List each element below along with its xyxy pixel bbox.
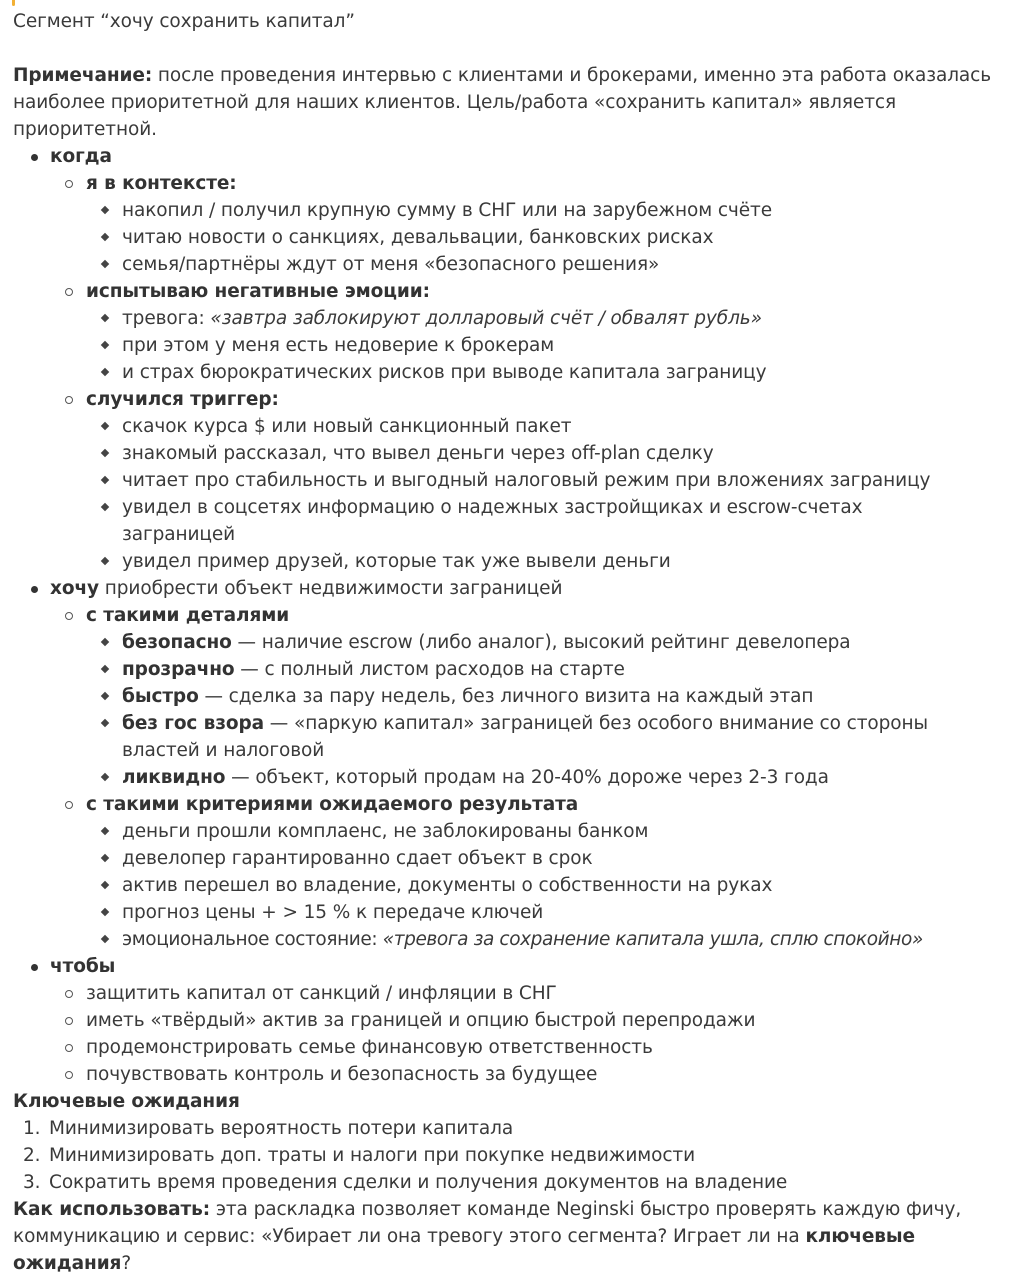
- list-item: [86, 197, 1023, 224]
- list-item: [86, 899, 1023, 926]
- details-label: с такими деталями: [86, 605, 290, 626]
- bullet-circle-icon: [65, 1017, 73, 1025]
- list-item: [86, 872, 1023, 899]
- want-text: приобрести объект недвижимости заграницей: [99, 578, 563, 599]
- list-item-criteria: [50, 791, 1023, 953]
- item-text: актив перешел во владение, документы о собственности на руках: [122, 875, 773, 896]
- list-item-trigger: [50, 386, 1023, 575]
- accent-mark: [12, 0, 15, 6]
- item-term: ликвидно: [122, 767, 226, 788]
- context-label: я в контексте:: [86, 173, 237, 194]
- list-item: [86, 710, 1023, 764]
- list-item: [13, 1169, 1023, 1196]
- item-text: почувствовать контроль и безопасность за будущее: [86, 1064, 598, 1085]
- job-story-list: [13, 143, 1023, 1088]
- item-text: — объект, который продам на 20-40% дороже через 2-3 года: [225, 767, 829, 788]
- bullet-diamond-icon: [101, 665, 109, 673]
- list-item-want: [13, 575, 1023, 953]
- item-text: — с полный листом расходов на старте: [234, 659, 625, 680]
- want-sublist: [50, 602, 1023, 953]
- item-text: — сделка за пару недель, без личного визита на каждый этап: [198, 686, 814, 707]
- item-term: прозрачно: [122, 659, 235, 680]
- bullet-diamond-icon: [101, 773, 109, 781]
- how-to-use-bold-tail: ключевые ожидания: [13, 1226, 915, 1274]
- item-text: семья/партнёры ждут от меня «безопасного решения»: [122, 254, 660, 275]
- bullet-circle-icon: [65, 612, 73, 620]
- item-text: скачок курса $ или новый санкционный пакет: [122, 416, 572, 437]
- bullet-diamond-icon: [101, 314, 109, 322]
- item-text: увидел в соцсетях информацию о надежных застройщиках и escrow-счетах заграницей: [122, 497, 863, 545]
- item-text: читаю новости о санкциях, девальвации, банковских рисках: [122, 227, 714, 248]
- list-item: [86, 656, 1023, 683]
- list-item: [13, 1142, 1023, 1169]
- bullet-diamond-icon: [101, 341, 109, 349]
- item-text: и страх бюрократических рисков при выводе капитала заграницу: [122, 362, 767, 383]
- bullet-circle-icon: [65, 1071, 73, 1079]
- how-to-use-end: ?: [121, 1253, 132, 1274]
- trigger-label: случился триггер:: [86, 389, 279, 410]
- bullet-circle-icon: [65, 1044, 73, 1052]
- want-label: хочу: [50, 578, 100, 599]
- list-item-context: [50, 170, 1023, 278]
- list-item: [50, 1007, 1023, 1034]
- list-item: [50, 1061, 1023, 1088]
- list-item: [86, 548, 1023, 575]
- list-item-when: [13, 143, 1023, 575]
- bullet-diamond-icon: [101, 260, 109, 268]
- item-quote: «тревога за сохранение капитала ушла, сплю спокойно»: [382, 929, 923, 950]
- list-item-so-that: [13, 953, 1023, 1088]
- item-text: эмоциональное состояние:: [122, 929, 383, 950]
- bullet-diamond-icon: [101, 827, 109, 835]
- bullet-circle-icon: [65, 990, 73, 998]
- list-item: [86, 467, 1023, 494]
- so-that-label: чтобы: [50, 956, 116, 977]
- item-text: продемонстрировать семье финансовую ответственность: [86, 1037, 653, 1058]
- item-text: — наличие escrow (либо аналог), высокий рейтинг девелопера: [231, 632, 851, 653]
- bullet-diamond-icon: [101, 935, 109, 943]
- bullet-diamond-icon: [101, 233, 109, 241]
- item-quote: «завтра заблокируют долларовый счёт / обвалят рубль»: [210, 308, 762, 329]
- list-item: [86, 251, 1023, 278]
- item-text: прогноз цены + > 15 % к передаче ключей: [122, 902, 544, 923]
- list-item: [86, 440, 1023, 467]
- bullet-diamond-icon: [101, 719, 109, 727]
- item-number: 1.: [23, 1118, 41, 1139]
- item-text: Сократить время проведения сделки и получения документов на владение: [49, 1172, 788, 1193]
- note-text: после проведения интервью с клиентами и брокерами, именно эта работа оказалась наиболее приоритетной для наших клиентов. Цель/работа «сохранить капитал» является приоритетной.: [13, 65, 992, 140]
- list-item: [50, 980, 1023, 1007]
- list-item: [86, 845, 1023, 872]
- item-text: Минимизировать доп. траты и налоги при покупке недвижимости: [49, 1145, 696, 1166]
- bullet-circle-icon: [65, 288, 73, 296]
- item-number: 2.: [23, 1145, 41, 1166]
- list-item: [86, 413, 1023, 440]
- trigger-items: [86, 413, 1023, 575]
- bullet-diamond-icon: [101, 638, 109, 646]
- item-text: девелопер гарантированно сдает объект в срок: [122, 848, 593, 869]
- item-text: — «паркую капитал» заграницей без особого внимание со стороны властей и налоговой: [122, 713, 928, 761]
- bullet-diamond-icon: [101, 557, 109, 565]
- criteria-items: [86, 818, 1023, 953]
- list-item: [86, 818, 1023, 845]
- item-text: иметь «твёрдый» актив за границей и опцию быстрой перепродажи: [86, 1010, 756, 1031]
- list-item: [86, 764, 1023, 791]
- bullet-disc-icon: [31, 586, 38, 593]
- list-item: [86, 332, 1023, 359]
- bullet-diamond-icon: [101, 476, 109, 484]
- bullet-diamond-icon: [101, 206, 109, 214]
- document-title: Сегмент “хочу сохранить капитал”: [13, 11, 355, 32]
- list-item: [50, 1034, 1023, 1061]
- when-sublist: [50, 170, 1023, 575]
- item-text: знакомый рассказал, что вывел деньги через off-plan сделку: [122, 443, 714, 464]
- details-items: [86, 629, 1023, 791]
- item-text: деньги прошли комплаенс, не заблокированы банком: [122, 821, 649, 842]
- bullet-disc-icon: [31, 154, 38, 161]
- bullet-circle-icon: [65, 801, 73, 809]
- how-to-use-label: Как использовать:: [13, 1199, 211, 1220]
- item-term: без гос взора: [122, 713, 265, 734]
- how-to-use-paragraph: [13, 1196, 1023, 1277]
- bullet-diamond-icon: [101, 881, 109, 889]
- item-term: безопасно: [122, 632, 232, 653]
- bullet-diamond-icon: [101, 422, 109, 430]
- list-item: [86, 305, 1023, 332]
- note-label: Примечание:: [13, 65, 153, 86]
- list-item: [86, 926, 1023, 953]
- note-paragraph: [13, 62, 1023, 143]
- list-item: [86, 683, 1023, 710]
- key-expectations-list: [13, 1115, 1023, 1196]
- context-items: [86, 197, 1023, 278]
- item-text: при этом у меня есть недоверие к брокерам: [122, 335, 555, 356]
- emotions-items: [86, 305, 1023, 386]
- bullet-diamond-icon: [101, 908, 109, 916]
- item-text: увидел пример друзей, которые так уже вывели деньги: [122, 551, 671, 572]
- bullet-disc-icon: [31, 964, 38, 971]
- bullet-diamond-icon: [101, 854, 109, 862]
- emotions-label: испытываю негативные эмоции:: [86, 281, 430, 302]
- item-text: накопил / получил крупную сумму в СНГ или на зарубежном счёте: [122, 200, 772, 221]
- list-item: [86, 494, 1023, 548]
- item-text: защитить капитал от санкций / инфляции в СНГ: [86, 983, 557, 1004]
- item-number: 3.: [23, 1172, 41, 1193]
- when-label: когда: [50, 146, 112, 167]
- list-item: [13, 1115, 1023, 1142]
- item-text: читает про стабильность и выгодный налоговый режим при вложениях заграницу: [122, 470, 931, 491]
- item-text: Минимизировать вероятность потери капитала: [49, 1118, 514, 1139]
- list-item: [86, 359, 1023, 386]
- list-item-details: [50, 602, 1023, 791]
- bullet-diamond-icon: [101, 503, 109, 511]
- criteria-label: с такими критериями ожидаемого результата: [86, 794, 579, 815]
- key-expectations-heading: Ключевые ожидания: [13, 1091, 240, 1112]
- bullet-circle-icon: [65, 396, 73, 404]
- document: [13, 8, 1023, 1277]
- bullet-diamond-icon: [101, 449, 109, 457]
- so-that-items: [50, 980, 1023, 1088]
- how-to-use-text: эта раскладка позволяет команде Neginski быстро проверять каждую фичу, коммуникацию и сервис: «Убирает ли она тревогу этого сегмента? Играет ли на: [13, 1199, 962, 1247]
- item-term: быстро: [122, 686, 199, 707]
- list-item: [86, 224, 1023, 251]
- list-item-emotions: [50, 278, 1023, 386]
- item-text: тревога:: [122, 308, 211, 329]
- bullet-diamond-icon: [101, 692, 109, 700]
- list-item: [86, 629, 1023, 656]
- bullet-diamond-icon: [101, 368, 109, 376]
- bullet-circle-icon: [65, 180, 73, 188]
